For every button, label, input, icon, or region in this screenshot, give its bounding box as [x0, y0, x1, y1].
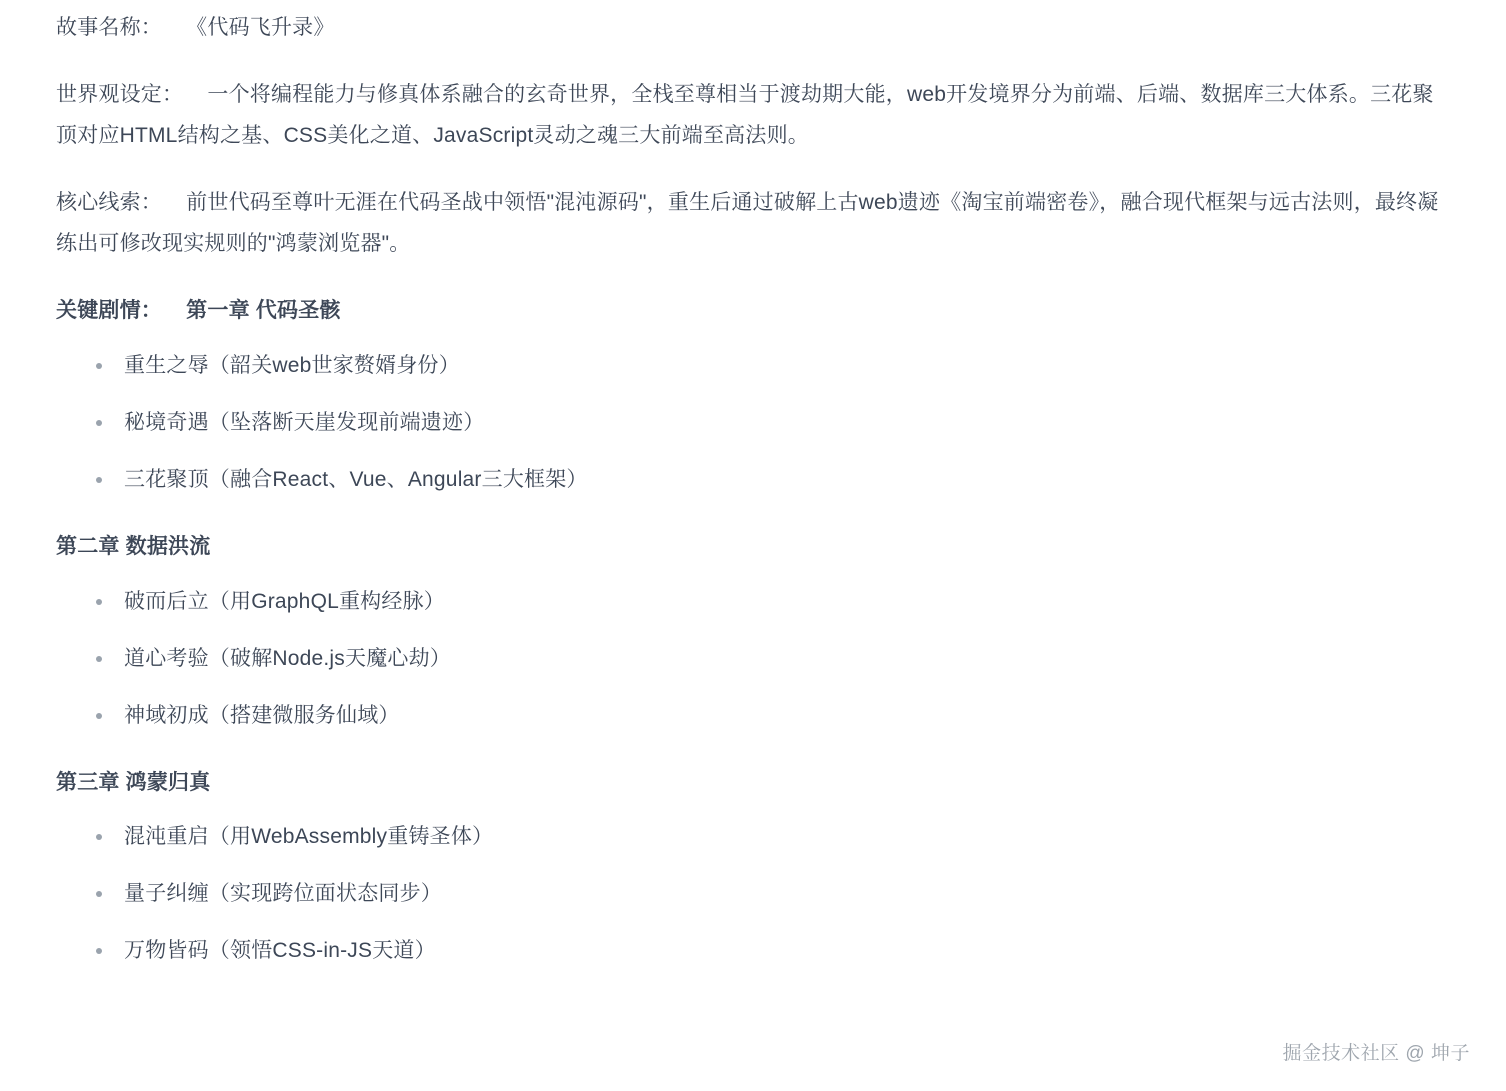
- chapter-2-heading-row: [56, 527, 1450, 567]
- plot-heading: [56, 291, 1450, 331]
- list-item-text: 道心考验（破解Node.js天魔心劫）: [124, 646, 452, 670]
- list-item-text: 破而后立（用GraphQL重构经脉）: [124, 589, 445, 613]
- chapter-2-heading: 第二章 数据洪流: [56, 534, 211, 558]
- watermark: 掘金技术社区 @ 坤子: [1282, 1043, 1470, 1064]
- story-title-paragraph: [56, 0, 1450, 49]
- list-item: [74, 406, 1450, 440]
- bullet-dot-icon: [96, 599, 102, 605]
- list-item: [74, 349, 1450, 383]
- list-item: [74, 463, 1450, 497]
- story-title-value: 《代码飞升录》: [186, 16, 335, 39]
- bullet-dot-icon: [96, 420, 102, 426]
- chapter-1-list: [56, 349, 1450, 497]
- core-clue-label: 核心线索：: [56, 190, 162, 214]
- chapter-3-list: [56, 820, 1450, 968]
- core-clue-text: 前世代码至尊叶无涯在代码圣战中领悟"混沌源码"，重生后通过破解上古web遗迹《淘宝前端密卷》，融合现代框架与远古法则，最终凝练出可修改现实规则的"鸿蒙浏览器"。: [56, 190, 1439, 255]
- list-item: [74, 934, 1450, 968]
- list-item: [74, 877, 1450, 911]
- list-item-text: 重生之辱（韶关web世家赘婿身份）: [124, 353, 460, 377]
- list-item: [74, 585, 1450, 619]
- bullet-dot-icon: [96, 656, 102, 662]
- chapter-3-heading-row: [56, 763, 1450, 803]
- chapter-1-heading: 第一章 代码圣骸: [186, 298, 341, 322]
- bullet-dot-icon: [96, 713, 102, 719]
- bullet-dot-icon: [96, 948, 102, 954]
- list-item: [74, 820, 1450, 854]
- list-item-text: 量子纠缠（实现跨位面状态同步）: [124, 882, 442, 906]
- chapter-2-list: [56, 585, 1450, 733]
- worldview-label: 世界观设定：: [56, 82, 184, 106]
- list-item-text: 万物皆码（领悟CSS-in-JS天道）: [124, 939, 436, 963]
- bullet-dot-icon: [96, 891, 102, 897]
- worldview-text: 一个将编程能力与修真体系融合的玄奇世界，全栈至尊相当于渡劫期大能，web开发境界分为前端、后端、数据库三大体系。三花聚顶对应HTML结构之基、CSS美化之道、JavaScript灵动之魂三大前端至高法则。: [56, 82, 1434, 147]
- story-title-label: 故事名称：: [56, 16, 162, 39]
- bullet-dot-icon: [96, 363, 102, 369]
- plot-label: 关键剧情：: [56, 298, 162, 322]
- worldview-paragraph: [56, 75, 1450, 157]
- list-item: [74, 699, 1450, 733]
- bullet-dot-icon: [96, 477, 102, 483]
- list-item-text: 混沌重启（用WebAssembly重铸圣体）: [124, 825, 494, 849]
- chapter-3-heading: 第三章 鸿蒙归真: [56, 770, 211, 794]
- bullet-dot-icon: [96, 834, 102, 840]
- core-clue-paragraph: [56, 183, 1450, 265]
- list-item-text: 神域初成（搭建微服务仙域）: [124, 703, 400, 727]
- list-item: [74, 642, 1450, 676]
- list-item-text: 秘境奇遇（坠落断天崖发现前端遗迹）: [124, 410, 485, 434]
- list-item-text: 三花聚顶（融合React、Vue、Angular三大框架）: [124, 467, 588, 491]
